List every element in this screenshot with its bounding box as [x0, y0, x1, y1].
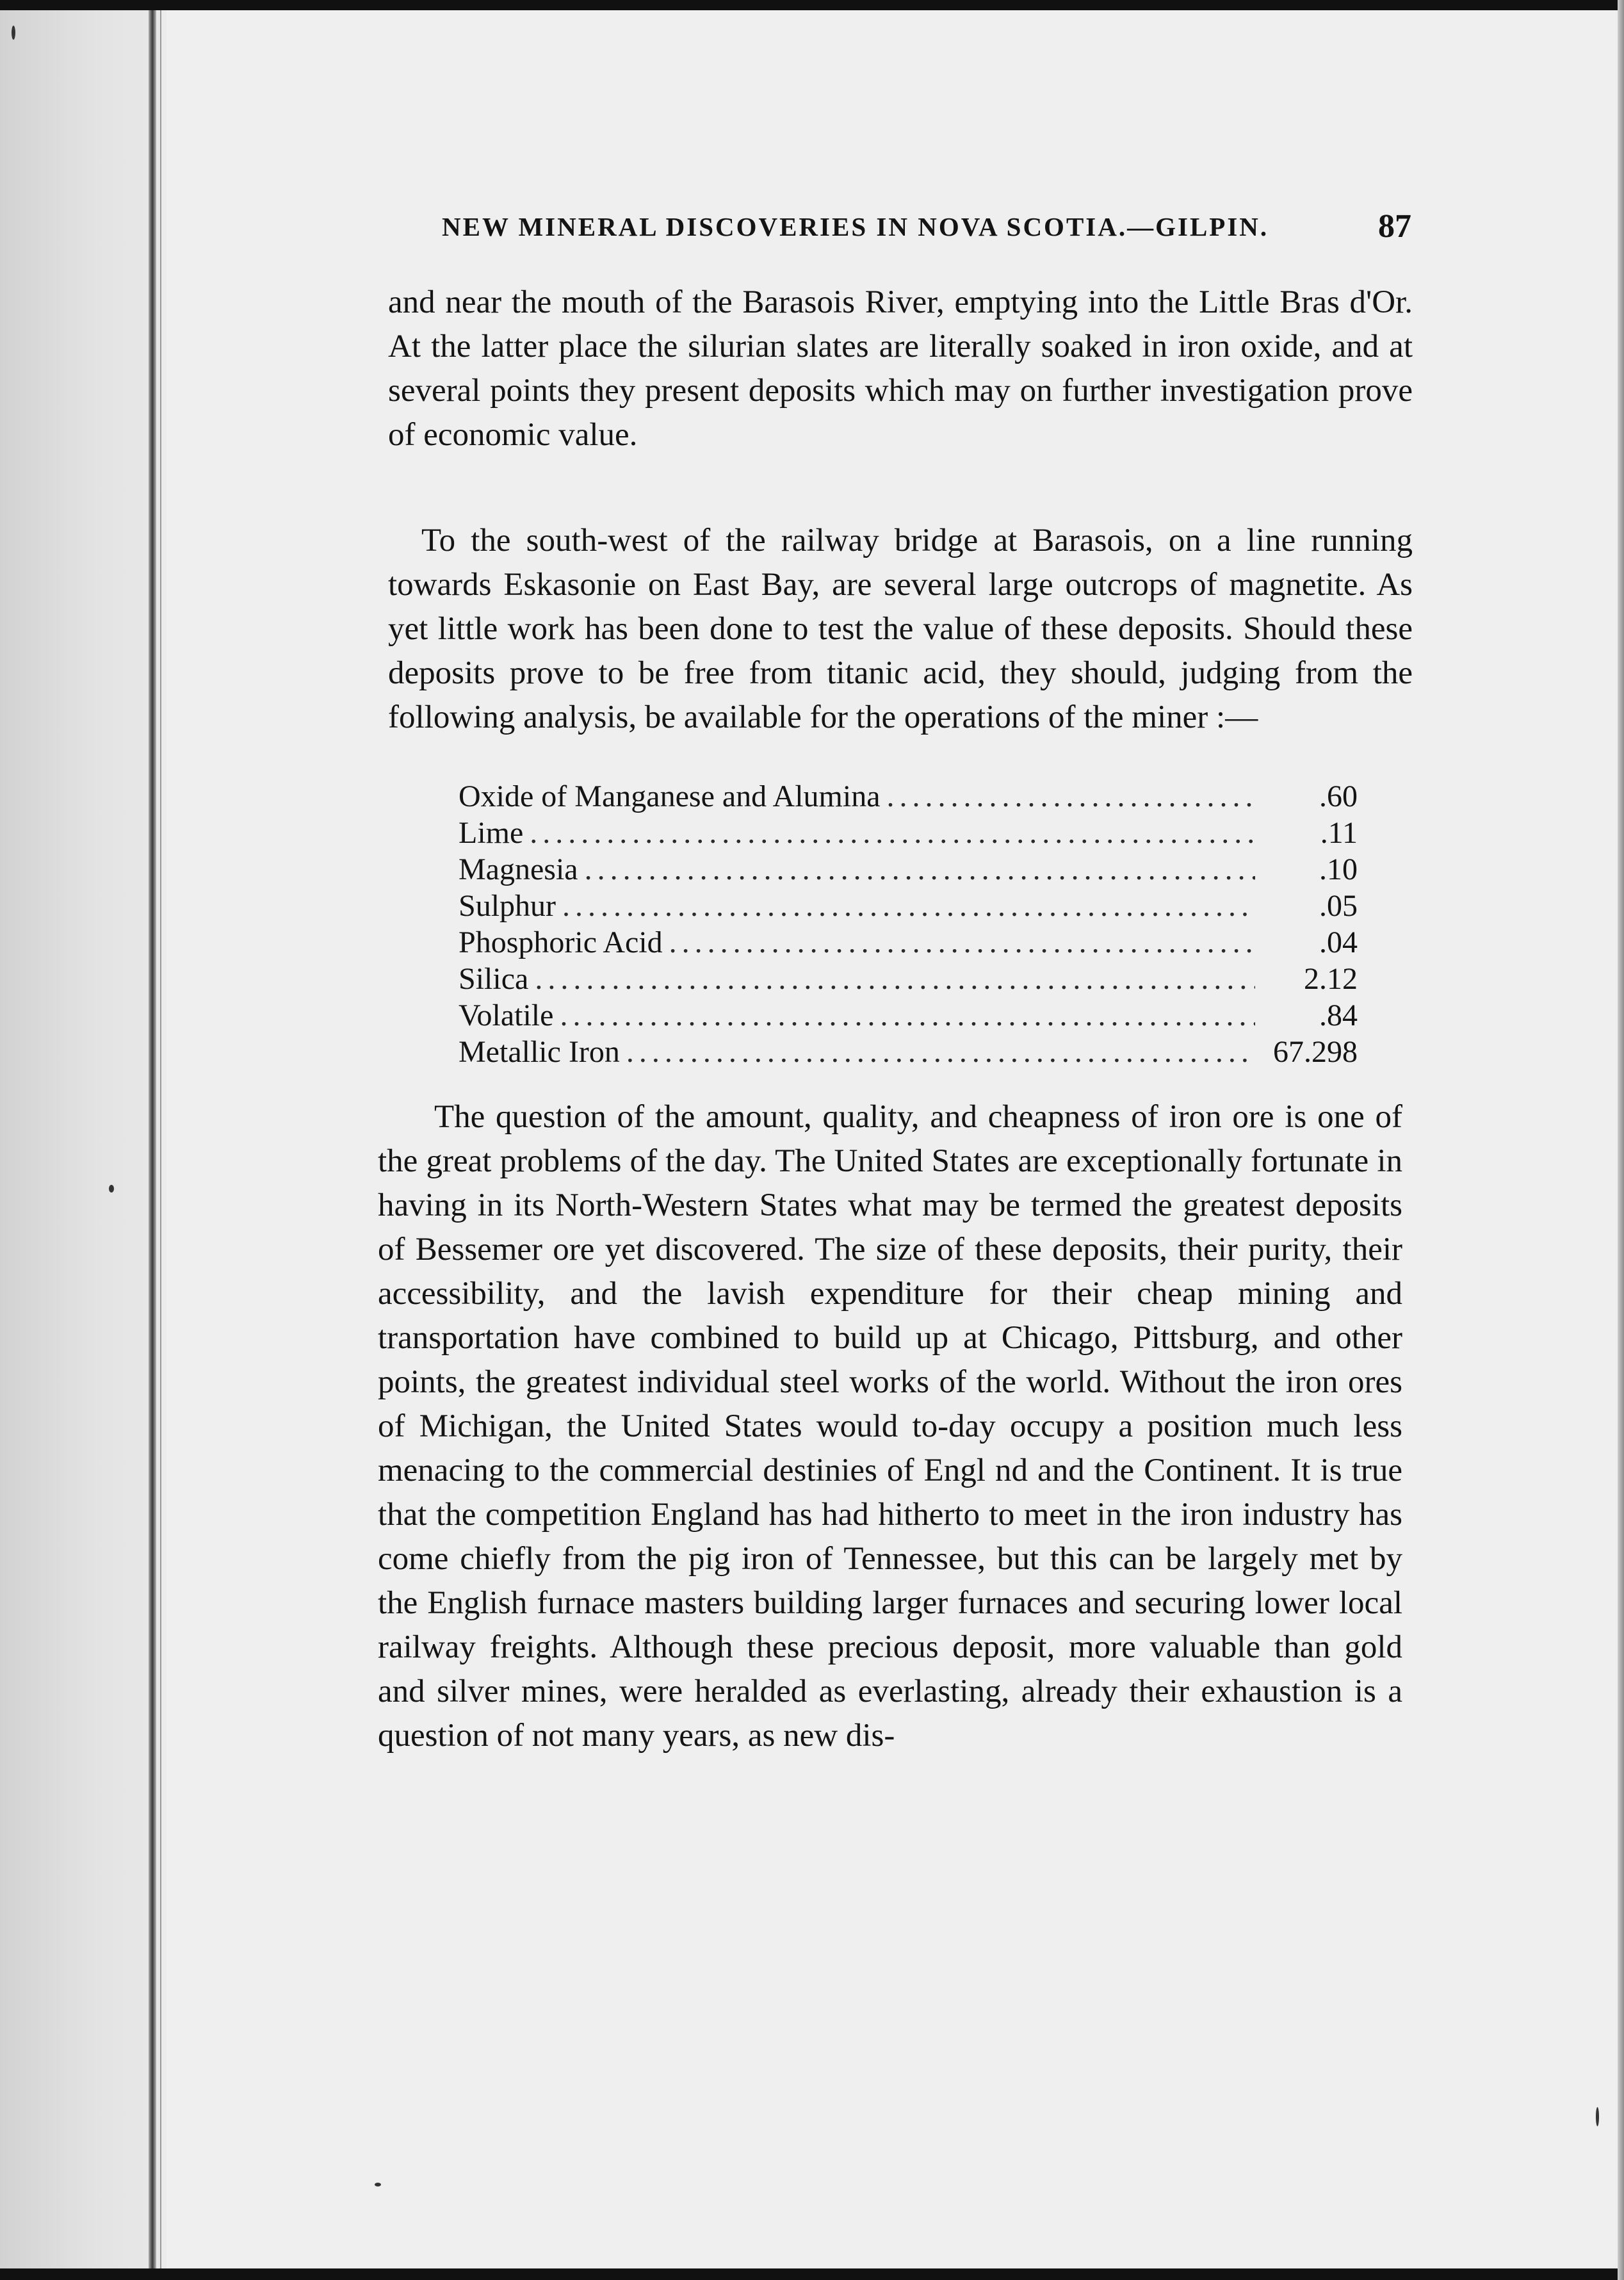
scan-bottom-border	[0, 2268, 1624, 2280]
analysis-row	[459, 888, 1358, 924]
running-head	[442, 208, 1411, 250]
analysis-item: Silica	[459, 962, 529, 996]
facing-page-edge	[0, 0, 161, 2280]
dot-leader	[530, 815, 1255, 851]
analysis-row	[459, 961, 1358, 997]
analysis-row	[459, 778, 1358, 815]
analysis-item: Phosphoric Acid	[459, 925, 663, 959]
analysis-value: .11	[1320, 816, 1358, 850]
scan-right-edge	[1618, 0, 1624, 2280]
analysis-item: Volatile	[459, 998, 554, 1032]
paragraph-text: To the south-west of the railway bridge at Barasois, on a line running towards Eskasonie on East Bay, are several large outcrops of magnetite. As yet little work has been done to test the value of these deposits. Should these deposits prove to be free from titanic acid, they should, judging from the following analysis, be available for the operations of the miner :—	[388, 523, 1413, 735]
page-number: 87	[1378, 208, 1411, 245]
dot-leader	[535, 961, 1255, 997]
analysis-value: .04	[1319, 925, 1358, 959]
dot-leader	[562, 888, 1255, 924]
analysis-item: Sulphur	[459, 889, 556, 923]
scan-speck	[109, 1185, 114, 1193]
analysis-row	[459, 924, 1358, 961]
dot-leader	[626, 1034, 1255, 1070]
analysis-item: Metallic Iron	[459, 1035, 620, 1069]
analysis-value: 2.12	[1304, 962, 1358, 996]
dot-leader	[887, 778, 1256, 815]
analysis-item: Magnesia	[459, 852, 578, 886]
dot-leader	[585, 851, 1255, 888]
scan-speck	[12, 26, 15, 40]
paragraph-text: The question of the amount, quality, and cheapness of iron ore is one of the great problems of the day. The United States are exceptionally fortunate in having in its North-Western States what may be termed the greatest deposits of Bessemer ore yet discovered. The size of these deposits, their purity, their accessibility, and the lavish expenditure for their cheap mining and transportation have combined to build up at Chicago, Pittsburg, and other points, the greatest individual steel works of the world. Without the iron ores of Michigan, the United States would to-day occupy a position much less menacing to the commercial destinies of Engl nd and the Continent. It is true that the competition England has had hitherto to meet in the iron industry has come chiefly from the pig iron of Tennessee, but this can be largely met by the English furnace masters building larger furnaces and securing lower local railway freights. Although these precious deposit, more valuable than gold and silver mines, were heralded as everlasting, already their exhaustion is a question of not many years, as new dis-	[378, 1099, 1402, 1754]
analysis-value: .60	[1319, 779, 1358, 813]
analysis-value: 67.298	[1273, 1035, 1358, 1069]
analysis-item: Lime	[459, 816, 524, 850]
analysis-row	[459, 815, 1358, 851]
analysis-row	[459, 1034, 1358, 1070]
scan-speck	[375, 2183, 381, 2186]
binding-gutter-shadow	[149, 0, 156, 2280]
analysis-row	[459, 997, 1358, 1034]
dot-leader	[560, 997, 1255, 1034]
paragraph-text: and near the mouth of the Barasois River, emptying into the Little Bras d'Or. At the latter place the silurian slates are literally soaked in iron oxide, and at several points they present deposits which may on further investigation prove of economic value.	[388, 284, 1413, 453]
paragraph-iron-ore	[378, 1095, 1402, 1758]
analysis-item: Oxide of Manganese and Alumina	[459, 779, 881, 813]
analysis-table	[459, 778, 1358, 1070]
running-head-title: NEW MINERAL DISCOVERIES IN NOVA SCOTIA.—GILPIN.	[442, 212, 1269, 241]
paragraph-continuation	[388, 281, 1413, 457]
analysis-value: .84	[1319, 998, 1358, 1032]
scan-top-border	[0, 0, 1624, 10]
dot-leader	[669, 924, 1255, 961]
scan-speck	[1596, 2107, 1599, 2126]
analysis-value: .05	[1319, 889, 1358, 923]
analysis-value: .10	[1319, 852, 1358, 886]
analysis-row	[459, 851, 1358, 888]
paragraph-magnetite	[388, 519, 1413, 740]
